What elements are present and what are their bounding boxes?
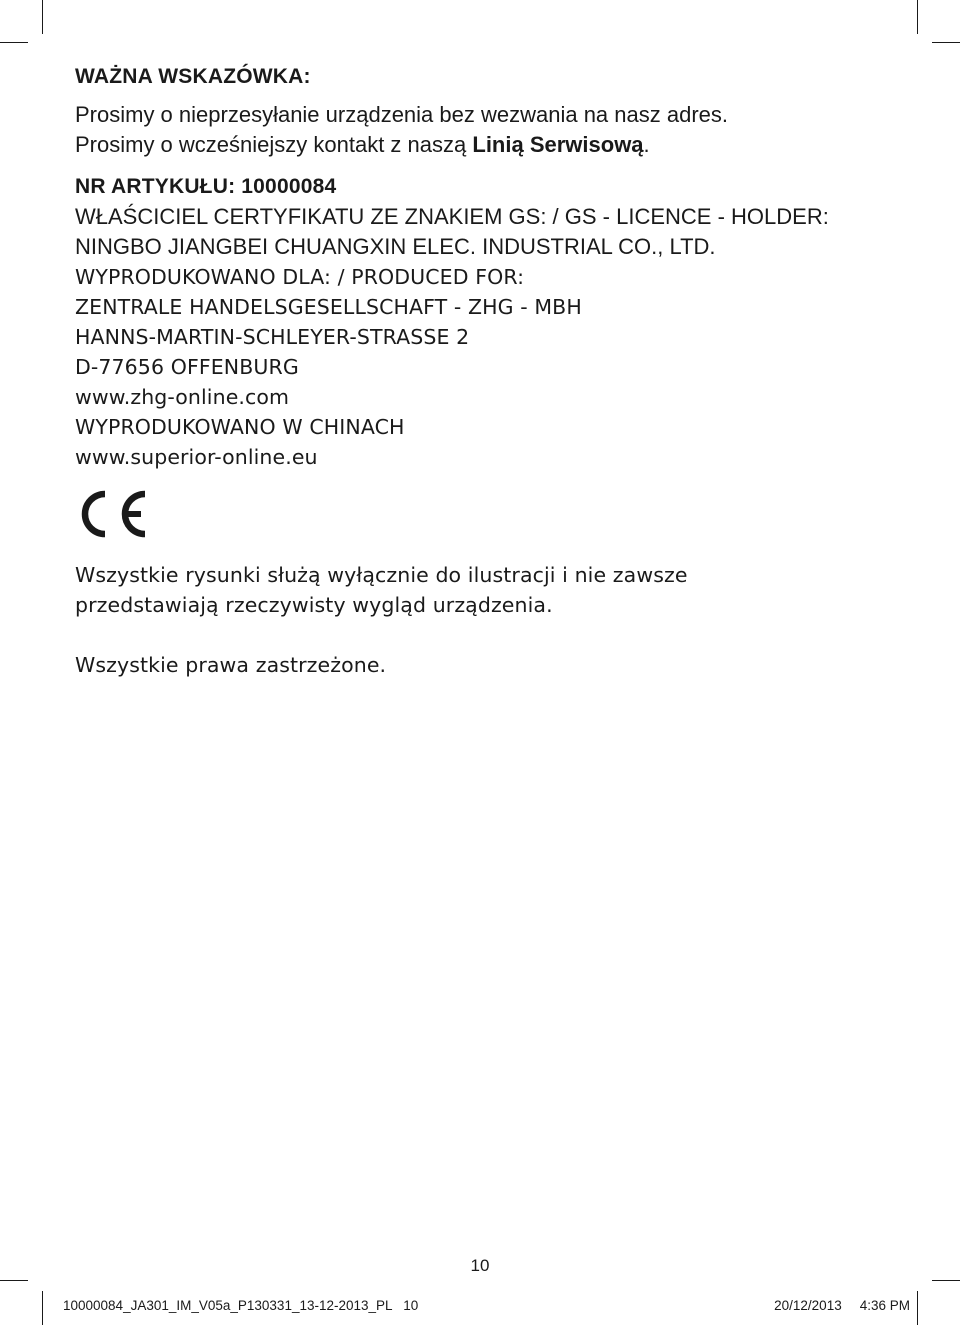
notice-line-2-text: Prosimy o wcześniejszy kontakt z naszą (75, 132, 473, 157)
disclaimer-line-2: przedstawiają rzeczywisty wygląd urządzenia. (75, 593, 553, 617)
crop-mark-bottom-right-h (932, 1280, 960, 1281)
notice-heading: WAŻNA WSKAZÓWKA: (75, 65, 311, 88)
notice-line-1: Prosimy o nieprzesyłanie urządzenia bez wezwania na nasz adres. (75, 102, 729, 127)
producer-company: ZENTRALE HANDELSGESELLSCHAFT - ZHG - MBH (75, 295, 582, 319)
gs-holder-line-1: WŁAŚCICIEL CERTYFIKATU ZE ZNAKIEM GS: / GS - LICENCE - HOLDER: (75, 204, 829, 229)
main-content (75, 62, 895, 680)
slug-time: 4:36 PM (859, 1298, 910, 1313)
slug-file-text: 10000084_JA301_IM_V05a_P130331_13-12-2013_PL 10 (63, 1298, 419, 1313)
crop-mark-bottom-left (42, 1291, 43, 1325)
producer-city: D-77656 OFFENBURG (75, 355, 299, 379)
notice-line-2-suffix: . (643, 132, 650, 157)
notice-line-2 (75, 130, 895, 160)
gs-holder-line-2: NINGBO JIANGBEI CHUANGXIN ELEC. INDUSTRIAL CO., LTD. (75, 234, 716, 259)
rights-reserved: Wszystkie prawa zastrzeżone. (75, 653, 387, 677)
superior-website: www.superior-online.eu (75, 445, 318, 469)
crop-mark-top-right-h (932, 42, 960, 43)
crop-mark-bottom-right (917, 1291, 918, 1325)
slug-date: 20/12/2013 (774, 1298, 842, 1313)
service-line-link-text: Linią Serwisową (472, 132, 644, 157)
produced-for-label: WYPRODUKOWANO DLA: / PRODUCED FOR: (75, 265, 525, 289)
producer-website: www.zhg-online.com (75, 385, 290, 409)
crop-mark-bottom-left-h (0, 1280, 28, 1281)
ce-mark-icon (75, 488, 147, 540)
crop-mark-top-left-h (0, 42, 28, 43)
producer-street: HANNS-MARTIN-SCHLEYER-STRASSE 2 (75, 325, 470, 349)
page-number: 10 (470, 1256, 490, 1275)
crop-mark-top-left (42, 0, 43, 34)
print-slug-date (774, 1297, 910, 1315)
article-number: NR ARTYKUŁU: 10000084 (75, 175, 337, 198)
made-in-label: WYPRODUKOWANO W CHINACH (75, 415, 405, 439)
crop-mark-top-right (917, 0, 918, 34)
disclaimer-line-1: Wszystkie rysunki służą wyłącznie do ilustracji i nie zawsze (75, 563, 688, 587)
print-slug-file (63, 1297, 418, 1315)
